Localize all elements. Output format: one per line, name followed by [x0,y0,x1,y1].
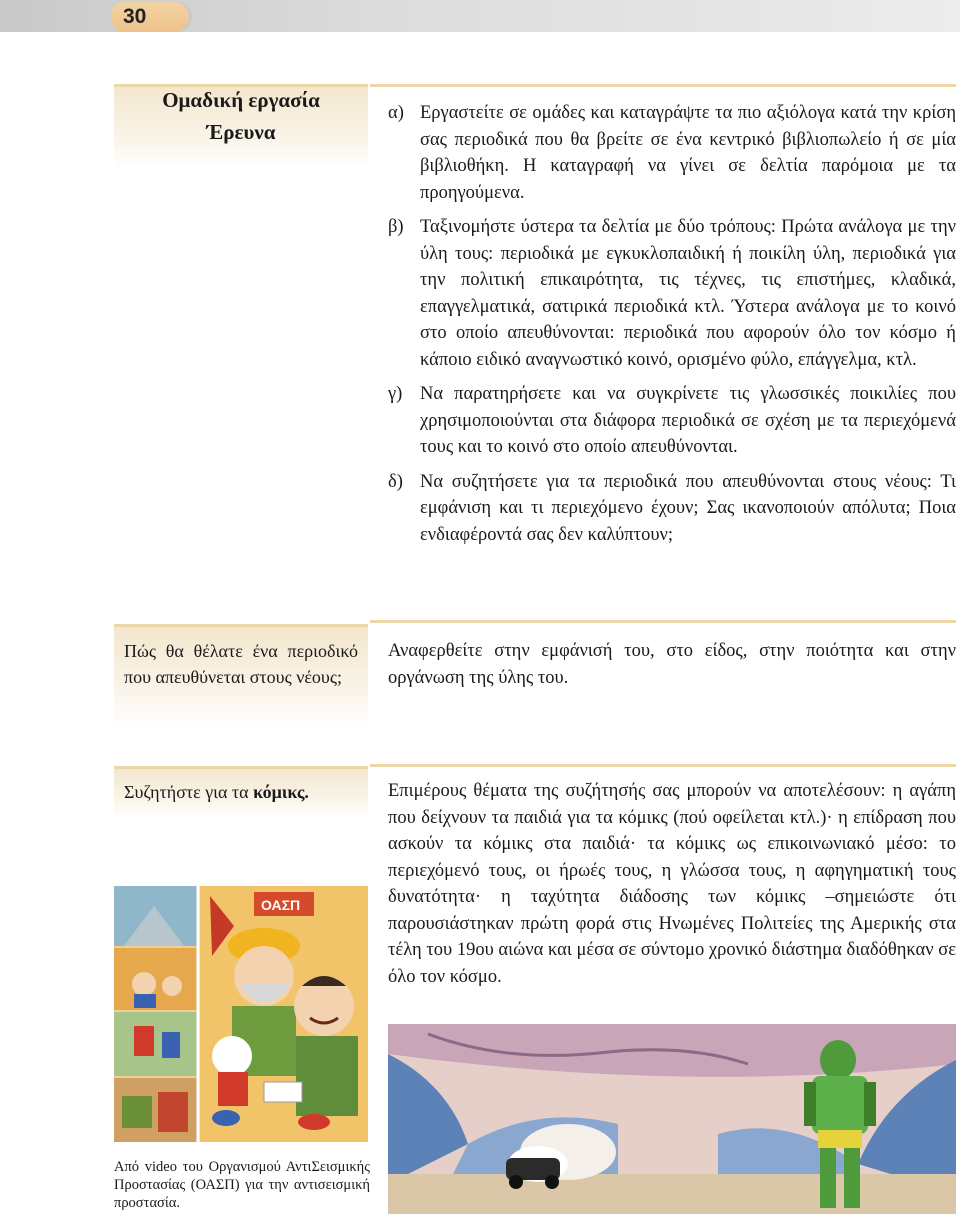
section-rule [370,764,956,767]
scifi-comic-illustration [388,1024,956,1214]
section-rule [370,84,956,87]
svg-text:ΟΑΣΠ: ΟΑΣΠ [261,897,301,913]
task-text: Να παρατηρήσετε και να συγκρίνετε τις γλωσσικές ποικιλίες που χρησιμοποιούνται στα διάφορα περιοδικά σε σχέση με τα περιεχόμενά τους και το κοινό στο οποίο απευθύνονται. [420,384,956,457]
comic-image-oasp [114,886,368,1142]
comics-label-box [114,766,368,818]
youth-magazine-text: Αναφερθείτε στην εμφάνισή του, στο είδος, στην ποιότητα και στην οργάνωση της ύλης του. [388,641,956,688]
task-marker: β) [388,217,404,237]
task-item [388,381,956,461]
section-rule [114,766,368,769]
comics-label: Συζητήστε για τα κόμικς. [124,782,309,802]
youth-magazine-label-box [114,624,368,728]
section-rule [114,624,368,627]
task-item [388,100,956,206]
youth-magazine-question: Πώς θα θέλατε ένα περιοδικό που απευθύνεται στους νέους; [124,641,358,687]
comic-illustration [114,886,368,1142]
task-marker: γ) [388,384,403,404]
group-work-label-box [114,84,368,170]
task-marker: δ) [388,471,403,492]
section-rule [114,84,368,87]
image-caption: Από video του Οργανισμού ΑντιΣεισμικής Προστασίας (ΟΑΣΠ) για την αντισεισμική προστασία. [114,1159,370,1211]
research-tasks [388,100,956,556]
task-marker: α) [388,103,404,123]
page-number: 30 [123,5,147,28]
task-text: Εργαστείτε σε ομάδες και καταγράψτε τα πιο αξιόλογα κατά την κρίση σας περιοδικά που θα βρείτε σε ένα κεντρικό βιβλιοπωλείο ή σε μία βιβλιοθήκη. Η καταγραφή να γίνει σε δελτία παρόμοια με τα προηγούμενα. [420,103,956,203]
research-title: Έρευνα [206,120,276,144]
section-rule [370,620,956,623]
group-work-title: Ομαδική εργασία [162,88,320,112]
task-item [388,469,956,549]
task-item [388,214,956,373]
comics-discussion-text: Επιμέρους θέματα της συζήτησής σας μπορούν να αποτελέσουν: η αγάπη που δείχνουν τα παιδιά για τα κόμικς (πού οφείλεται κτλ.)· η επίδραση που ασκούν τα κόμικς στα παιδιά· τα κόμικς ως επικοινωνιακό μέσο: το περιεχόμενό τους, οι ήρωές τους, η γλώσσα τους, η αφηγηματική τους δυνατότητα· η ταχύτητα διάδοσης των κόμικς –σημειώστε ότι παρουσιάστηκαν πρώτη φορά στις Ηνωμένες Πολιτείες της Αμερικής στα τέλη του 19ου αιώνα και μέσα σε σύντομο χρονικό διάστημα διαδόθηκαν σε όλο τον κόσμο. [388,781,956,987]
task-text: Ταξινομήστε ύστερα τα δελτία με δύο τρόπους: Πρώτα ανάλογα με την ύλη τους: περιοδικά με εγκυκλοπαιδική ή ποικίλη ύλη, περιοδικά για την πολιτική επικαιρότητα, τις τέχνες, τις επιστήμες, κλαδικά, επαγγελματικά, σατιρικά περιοδικά κτλ. Ύστερα ανάλογα με το κοινό στο οποίο απευθύνονται: περιοδικά που αφορούν όλο τον κόσμο ή κάποιο ειδικό αναγνωστικό κοινό, ορισμένο φύλο, επάγγελμα, κτλ. [420,217,956,370]
comic-image-scifi [388,1024,956,1214]
task-text: Να συζητήσετε για τα περιοδικά που απευθύνονται στους νέους: Τι εμφάνιση και τι περιεχόμενο έχουν; Σας ικανοποιούν απόλυτα; Ποια ενδιαφέροντά σας δεν καλύπτουν; [420,471,956,545]
